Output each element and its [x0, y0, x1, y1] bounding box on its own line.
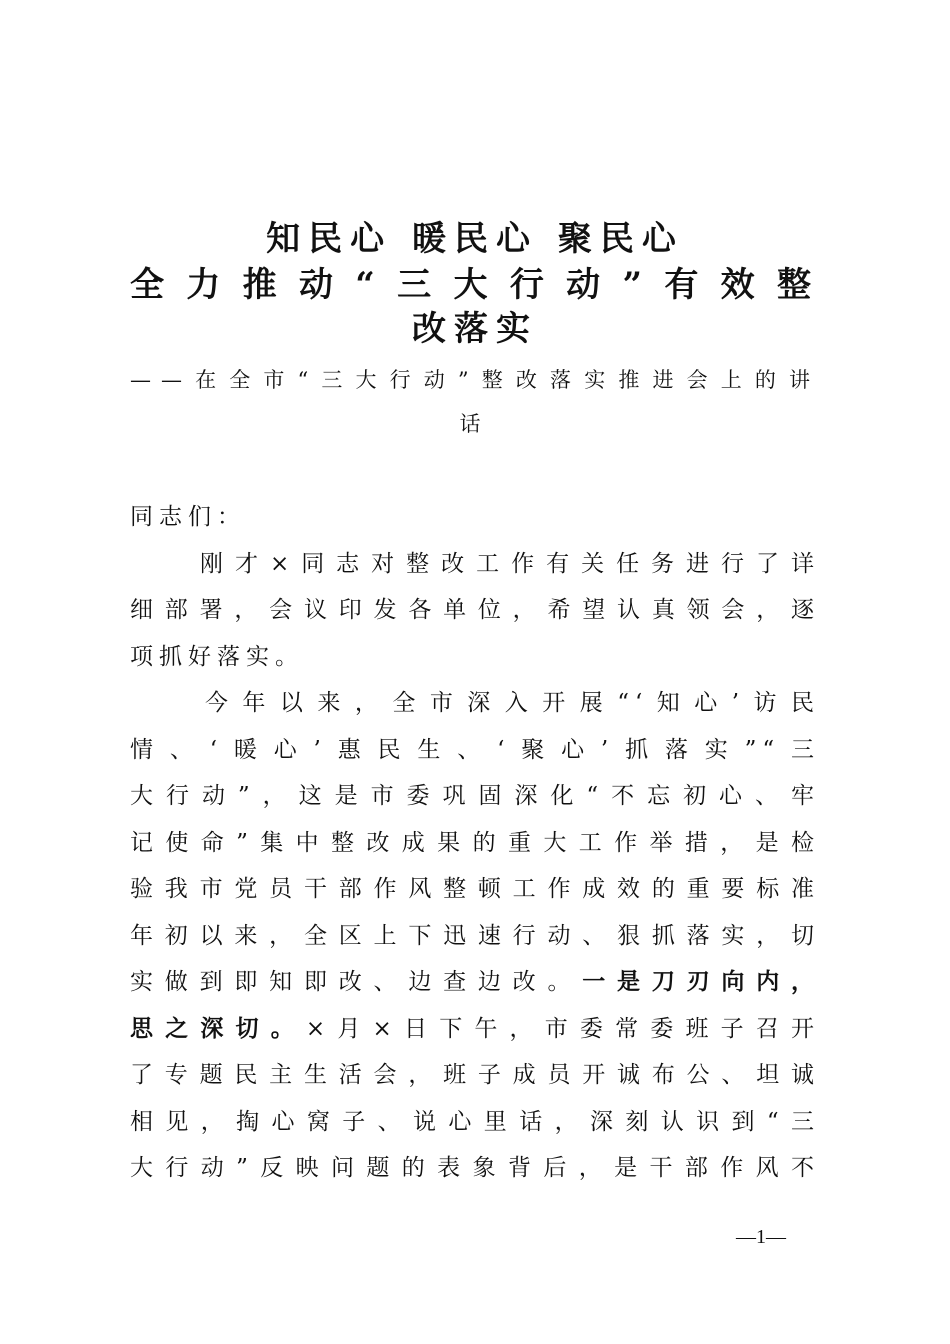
salutation: 同志们： — [130, 504, 246, 530]
document-title-line-2: 全力推动“三大行动”有效整 — [130, 265, 820, 305]
paragraph-2-line-7 — [130, 959, 820, 1006]
document-subtitle-line-1: ——在全市“三大行动”整改落实推进会上的讲 — [130, 368, 820, 392]
paragraph-2-line-11: 大行动”反映问题的表象背后，是干部作风不 — [130, 1155, 820, 1181]
paragraph-2-line-3: 大行动”，这是市委巩固深化“不忘初心、牢 — [130, 783, 820, 809]
document-title-line-3: 改落实 — [412, 309, 538, 349]
paragraph-2-line-10: 相见，掏心窝子、说心里话，深刻认识到“三 — [130, 1108, 820, 1135]
emphasis-heading-1b: 思之深切。 — [130, 1014, 306, 1042]
paragraph-2-line-4: 记使命”集中整改成果的重大工作举措，是检 — [130, 829, 820, 856]
paragraph-2-line-6: 年初以来，全区上下迅速行动、狠抓落实，切 — [130, 922, 820, 949]
paragraph-2-line-9: 了专题民主生活会，班子成员开诚布公、坦诚 — [130, 1062, 820, 1088]
paragraph-1-line-3: 项抓好落实。 — [130, 643, 304, 670]
document-title-line-1: 知民心 暖民心 聚民心 — [266, 219, 684, 259]
emphasis-heading-1a: 一是刀刃向内， — [582, 968, 821, 995]
paragraph-2-line-5: 验我市党员干部作风整顿工作成效的重要标准 — [130, 876, 820, 902]
paragraph-2-line-1: 今年以来，全市深入开展“‘知心’访民 — [130, 690, 820, 716]
document-body — [130, 494, 820, 1192]
paragraph-2-line-8 — [130, 1006, 820, 1053]
paragraph-2-line-7-text: 实做到即知即改、边查边改。 — [130, 969, 583, 995]
paragraph-2-line-2: 情、‘暖心’惠民生、‘聚心’抓落实”“三 — [130, 736, 820, 763]
paragraph-2-line-8-text: ×月×日下午，市委常委班子召开 — [305, 1015, 821, 1042]
paragraph-1-line-1: 刚才×同志对整改工作有关任务进行了详 — [130, 550, 820, 577]
paragraph-1-line-2: 细部署，会议印发各单位，希望认真领会，逐 — [130, 597, 820, 623]
page-number: —1— — [736, 1226, 786, 1248]
document-subtitle-line-2: 话 — [459, 412, 491, 436]
